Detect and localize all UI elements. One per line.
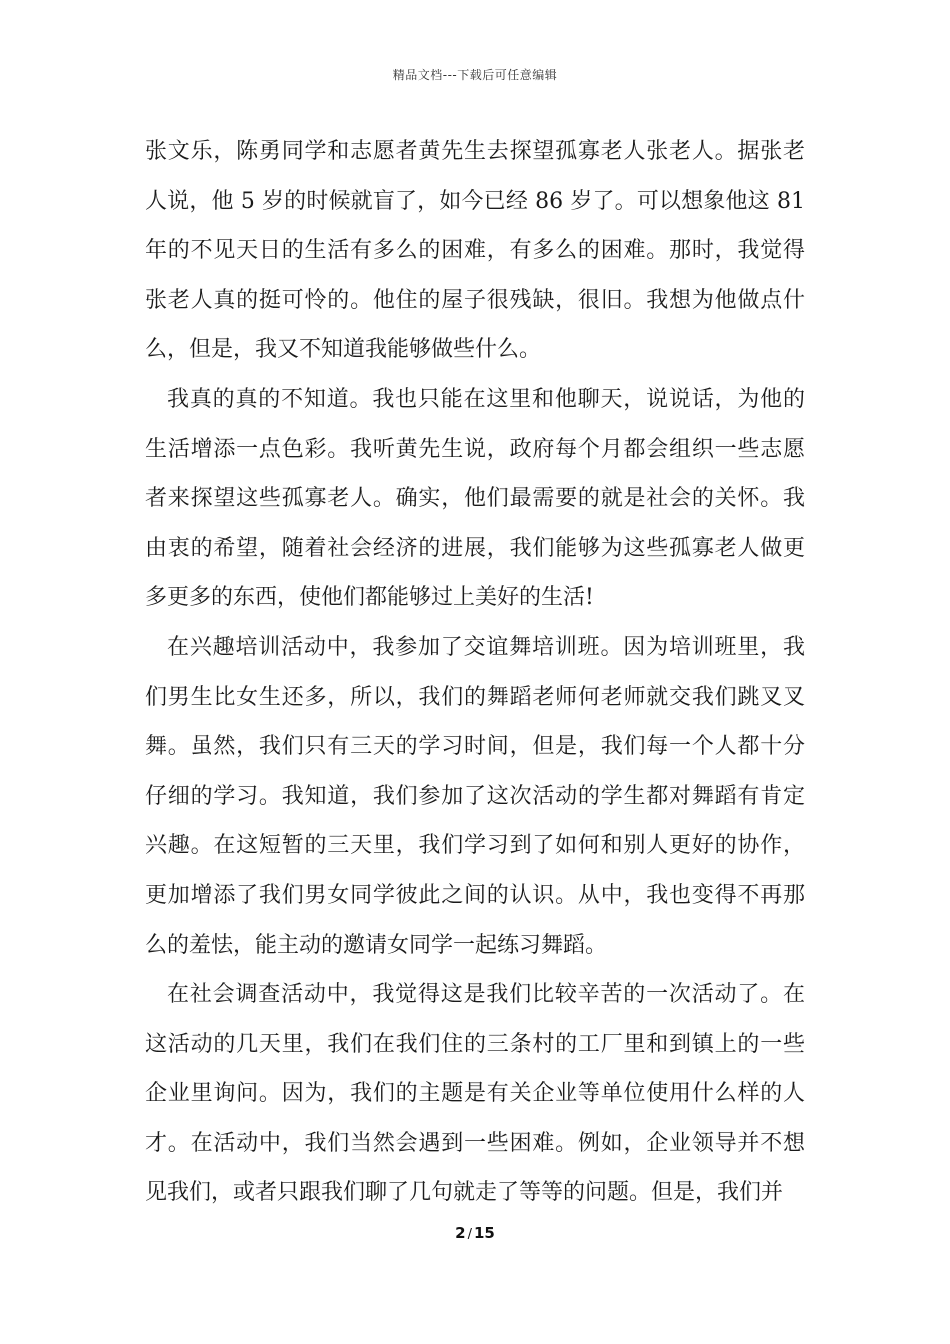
text-line: 么，但是，我又不知道我能够做些什么。: [145, 337, 542, 363]
text-line: 舞。虽然，我们只有三天的学习时间，但是，我们每一个人都十分: [145, 734, 805, 760]
text-line: 多更多的东西，使他们都能够过上美好的生活!: [145, 585, 594, 611]
paragraph: [145, 375, 805, 623]
text-line: 张文乐，陈勇同学和志愿者黄先生去探望孤寡老人张老人。据张老: [145, 139, 805, 164]
page-separator: /: [467, 1227, 472, 1242]
paragraph: [145, 970, 805, 1218]
text-line: 才。在活动中，我们当然会遇到一些困难。例如，企业领导并不想: [145, 1130, 805, 1156]
text-line: 者来探望这些孤寡老人。确实，他们最需要的就是社会的关怀。我: [145, 486, 805, 512]
document-body: [145, 127, 805, 1218]
text-line: 张老人真的挺可怜的。他住的屋子很残缺，很旧。我想为他做点什: [145, 287, 805, 313]
text-line: 们男生比女生还多，所以，我们的舞蹈老师何老师就交我们跳叉叉: [145, 684, 805, 710]
text-line: 这活动的几天里，我们在我们住的三条村的工厂里和到镇上的一些: [145, 1031, 805, 1057]
text-line: 见我们，或者只跟我们聊了几句就走了等等的问题。但是，我们并: [145, 1180, 784, 1206]
text-line: 在社会调查活动中，我觉得这是我们比较辛苦的一次活动了。在: [167, 982, 805, 1008]
paragraph: [145, 623, 805, 970]
text-line: 更加增添了我们男女同学彼此之间的认识。从中，我也变得不再那: [145, 882, 805, 908]
text-line: 仔细的学习。我知道，我们参加了这次活动的学生都对舞蹈有肯定: [145, 783, 805, 809]
text-line: 我真的真的不知道。我也只能在这里和他聊天，说说话，为他的: [167, 386, 805, 412]
paragraph: [145, 127, 805, 375]
text-line: 企业里询问。因为，我们的主题是有关企业等单位使用什么样的人: [145, 1081, 805, 1107]
text-line: 在兴趣培训活动中，我参加了交谊舞培训班。因为培训班里，我: [167, 634, 805, 660]
text-line: 兴趣。在这短暂的三天里，我们学习到了如何和别人更好的协作，: [145, 833, 805, 859]
text-line: 年的不见天日的生活有多么的困难，有多么的困难。那时，我觉得: [145, 238, 805, 264]
current-page-number: 2: [455, 1224, 466, 1242]
page-header: 精品文档---下载后可任意编辑: [392, 68, 558, 82]
page-number: [0, 1224, 950, 1242]
total-page-number: 15: [473, 1224, 495, 1242]
text-line: 由衷的希望，随着社会经济的进展，我们能够为这些孤寡老人做更: [145, 535, 805, 561]
text-line: 生活增添一点色彩。我听黄先生说，政府每个月都会组织一些志愿: [145, 436, 805, 462]
text-line: 么的羞怯，能主动的邀请女同学一起练习舞蹈。: [145, 932, 608, 958]
text-line: 人说，他 5 岁的时候就盲了，如今已经 86 岁了。可以想象他这 81: [145, 188, 805, 214]
